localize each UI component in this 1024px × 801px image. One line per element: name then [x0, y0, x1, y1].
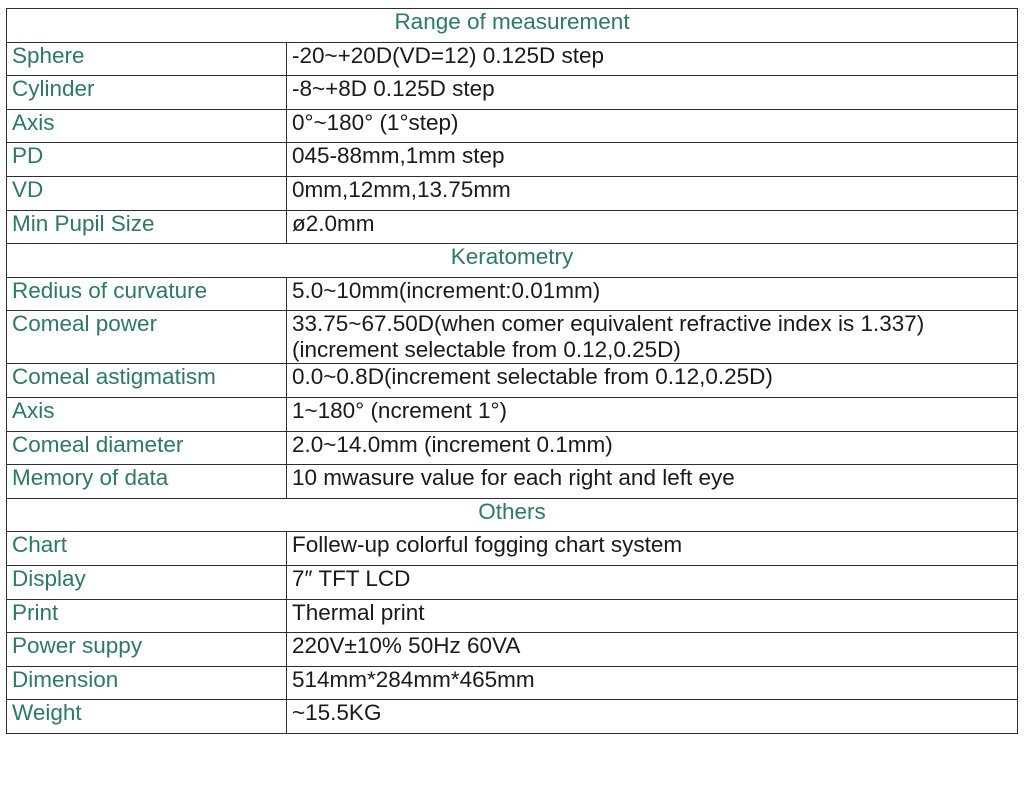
row-value-memory-of-data: 10 mwasure value for each right and left eye — [287, 465, 1018, 499]
row-value-chart: Follew-up colorful fogging chart system — [287, 532, 1018, 566]
table-row — [7, 565, 1018, 599]
section-header-row — [7, 9, 1018, 43]
row-label-memory-of-data: Memory of data — [7, 465, 287, 499]
table-row — [7, 700, 1018, 734]
row-label-print: Print — [7, 599, 287, 633]
table-row — [7, 143, 1018, 177]
row-value-keratometry-axis: 1~180° (ncrement 1°) — [287, 397, 1018, 431]
table-row — [7, 311, 1018, 364]
table-row — [7, 277, 1018, 311]
table-row — [7, 599, 1018, 633]
row-value-power-supply: 220V±10% 50Hz 60VA — [287, 633, 1018, 667]
row-value-pd: 045-88mm,1mm step — [287, 143, 1018, 177]
row-label-weight: Weight — [7, 700, 287, 734]
row-label-corneal-power: Comeal power — [7, 311, 287, 364]
spec-sheet — [6, 8, 1017, 734]
row-label-vd: VD — [7, 176, 287, 210]
row-label-cylinder: Cylinder — [7, 76, 287, 110]
section-title-range-of-measurement: Range of measurement — [7, 9, 1018, 43]
section-title-others: Others — [7, 498, 1018, 532]
table-row — [7, 465, 1018, 499]
row-label-sphere: Sphere — [7, 42, 287, 76]
row-value-display: 7″ TFT LCD — [287, 565, 1018, 599]
row-value-vd: 0mm,12mm,13.75mm — [287, 176, 1018, 210]
table-row — [7, 76, 1018, 110]
row-label-corneal-astigmatism: Comeal astigmatism — [7, 364, 287, 398]
row-value-sphere: -20~+20D(VD=12) 0.125D step — [287, 42, 1018, 76]
corneal-power-line-1: 33.75~67.50D(when comer equivalent refractive index is 1.337) — [292, 311, 925, 337]
table-row — [7, 176, 1018, 210]
row-value-corneal-power — [287, 311, 1018, 364]
table-row — [7, 431, 1018, 465]
table-row — [7, 532, 1018, 566]
row-value-weight: ~15.5KG — [287, 700, 1018, 734]
row-value-cylinder: -8~+8D 0.125D step — [287, 76, 1018, 110]
row-label-dimension: Dimension — [7, 666, 287, 700]
table-row — [7, 42, 1018, 76]
row-label-keratometry-axis: Axis — [7, 397, 287, 431]
corneal-power-line-2: (increment selectable from 0.12,0.25D) — [292, 337, 681, 363]
table-row — [7, 210, 1018, 244]
row-label-min-pupil-size: Min Pupil Size — [7, 210, 287, 244]
row-value-axis: 0°~180° (1°step) — [287, 109, 1018, 143]
table-row — [7, 633, 1018, 667]
row-label-display: Display — [7, 565, 287, 599]
section-header-row — [7, 498, 1018, 532]
row-label-axis: Axis — [7, 109, 287, 143]
row-value-min-pupil-size: ø2.0mm — [287, 210, 1018, 244]
row-label-corneal-diameter: Comeal diameter — [7, 431, 287, 465]
row-label-pd: PD — [7, 143, 287, 177]
table-row — [7, 666, 1018, 700]
row-value-print: Thermal print — [287, 599, 1018, 633]
section-header-row — [7, 244, 1018, 278]
row-value-corneal-astigmatism: 0.0~0.8D(increment selectable from 0.12,0.25D) — [287, 364, 1018, 398]
specifications-table — [6, 8, 1018, 734]
section-title-keratometry: Keratometry — [7, 244, 1018, 278]
row-value-dimension: 514mm*284mm*465mm — [287, 666, 1018, 700]
row-label-chart: Chart — [7, 532, 287, 566]
row-value-radius-of-curvature: 5.0~10mm(increment:0.01mm) — [287, 277, 1018, 311]
row-value-corneal-diameter: 2.0~14.0mm (increment 0.1mm) — [287, 431, 1018, 465]
row-label-radius-of-curvature: Redius of curvature — [7, 277, 287, 311]
table-row — [7, 364, 1018, 398]
table-row — [7, 109, 1018, 143]
table-row — [7, 397, 1018, 431]
row-label-power-supply: Power suppy — [7, 633, 287, 667]
